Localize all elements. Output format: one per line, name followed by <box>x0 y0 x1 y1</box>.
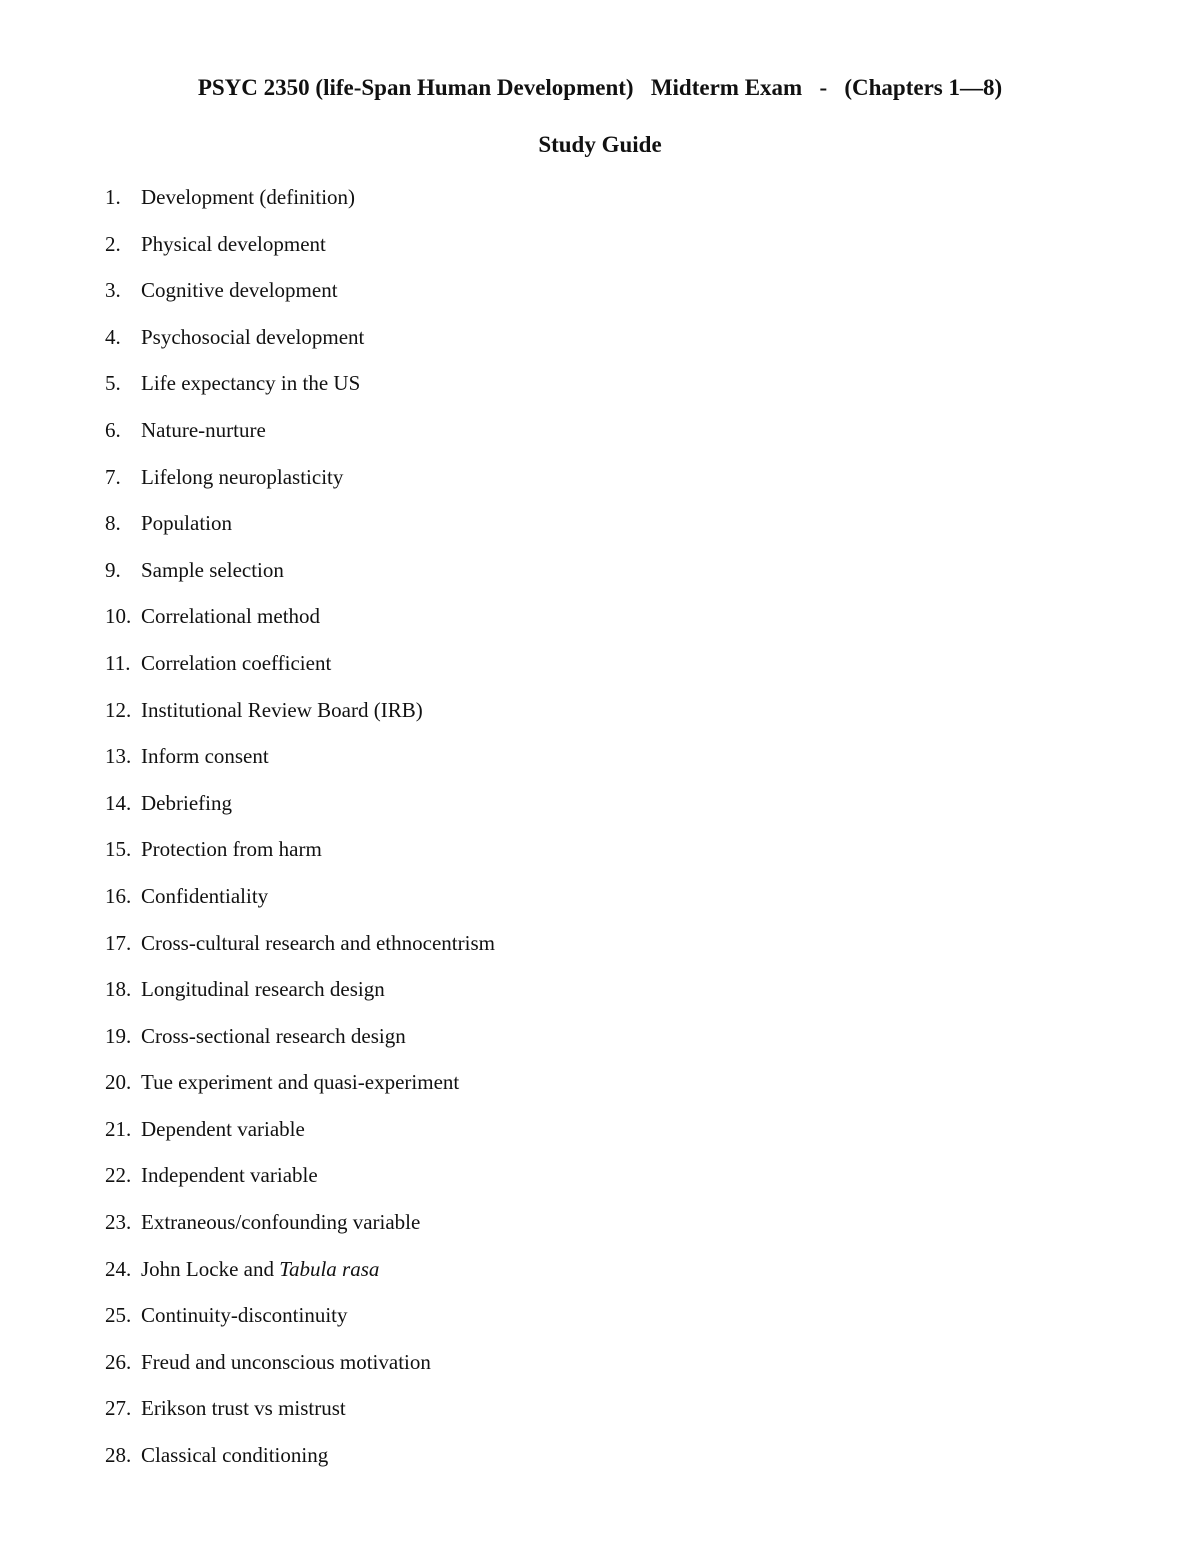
list-item-number: 5. <box>105 371 121 396</box>
list-item-text: Freud and unconscious motivation <box>141 1349 431 1374</box>
list-item-number: 7. <box>105 464 121 489</box>
list-item <box>105 179 495 226</box>
list-item-number: 11. <box>105 650 131 675</box>
list-item-text: Cross-cultural research and ethnocentrism <box>141 930 495 955</box>
list-item-text: Protection from harm <box>141 837 322 862</box>
list-item-text: Population <box>141 511 233 536</box>
list-item <box>105 692 495 739</box>
list-item-text: Lifelong neuroplasticity <box>141 464 344 489</box>
list-item-text: Dependent variable <box>141 1116 305 1141</box>
list-item-text: Independent variable <box>141 1163 318 1188</box>
list-item <box>105 412 495 459</box>
list-item <box>105 598 495 645</box>
list-item-number: 18. <box>105 977 132 1002</box>
list-item-text: Confidentiality <box>141 883 269 908</box>
list-item <box>105 925 495 972</box>
list-item-text: Psychosocial development <box>141 324 365 349</box>
list-item-number: 2. <box>105 231 121 256</box>
list-item <box>105 1204 495 1251</box>
list-item-text: Nature-nurture <box>141 417 266 442</box>
list-item <box>105 272 495 319</box>
list-item-text: Institutional Review Board (IRB) <box>141 697 423 722</box>
list-item-text: Life expectancy in the US <box>141 371 361 396</box>
list-item <box>105 319 495 366</box>
list-item-number: 14. <box>105 790 132 815</box>
list-item <box>105 459 495 506</box>
list-item <box>105 738 495 785</box>
list-item-number: 22. <box>105 1163 132 1188</box>
list-item-number: 27. <box>105 1396 132 1421</box>
list-item <box>105 1390 495 1437</box>
list-item-text: Tue experiment and quasi-experiment <box>141 1070 460 1095</box>
list-item-number: 24. <box>105 1256 132 1281</box>
list-item-number: 9. <box>105 557 121 582</box>
list-item-text: Inform consent <box>141 744 269 769</box>
list-item <box>105 1111 495 1158</box>
list-item-number: 20. <box>105 1070 132 1095</box>
list-item <box>105 1157 495 1204</box>
list-item <box>105 552 495 599</box>
list-item <box>105 1064 495 1111</box>
list-item-text: Debriefing <box>141 790 232 815</box>
list-item-italic-text: Tabula rasa <box>279 1256 380 1281</box>
list-item <box>105 505 495 552</box>
list-item-number: 6. <box>105 417 121 442</box>
list-item-number: 26. <box>105 1349 132 1374</box>
list-item-text: Cross-sectional research design <box>141 1023 406 1048</box>
list-item-number: 25. <box>105 1303 132 1328</box>
list-item-number: 15. <box>105 837 132 862</box>
list-item-number: 23. <box>105 1210 132 1235</box>
list-item-text: Development (definition) <box>141 185 356 209</box>
list-item-number: 21. <box>105 1116 132 1141</box>
list-item-text: John Locke and <box>141 1256 280 1281</box>
list-item-text: Correlational method <box>141 604 321 629</box>
list-item <box>105 785 495 832</box>
list-item <box>105 645 495 692</box>
page-title: PSYC 2350 (life-Span Human Development) Midterm Exam - (Chapters 1—8) <box>197 75 1003 100</box>
list-item-text: Erikson trust vs mistrust <box>141 1396 346 1421</box>
list-item-text: Longitudinal research design <box>141 977 385 1002</box>
page-subtitle: Study Guide <box>538 132 662 157</box>
list-item-number: 8. <box>105 511 121 536</box>
list-item <box>105 226 495 273</box>
list-item <box>105 365 495 412</box>
list-item-text: Sample selection <box>141 557 284 582</box>
list-item-text: Cognitive development <box>141 278 338 303</box>
list-item <box>105 831 495 878</box>
list-item-number: 19. <box>105 1023 132 1048</box>
list-item-number: 4. <box>105 324 121 349</box>
list-item-number: 13. <box>105 744 132 769</box>
list-item-number: 16. <box>105 883 132 908</box>
list-item-number: 3. <box>105 278 121 303</box>
list-item <box>105 1437 495 1484</box>
list-item-number: 1. <box>105 185 121 209</box>
list-item-number: 28. <box>105 1443 132 1468</box>
list-item <box>105 1018 495 1065</box>
list-item-number: 10. <box>105 604 132 629</box>
list-item-text: Continuity-discontinuity <box>141 1303 348 1328</box>
list-item <box>105 1297 495 1344</box>
list-item-text: Extraneous/confounding variable <box>141 1210 421 1235</box>
list-item-number: 17. <box>105 930 132 955</box>
study-guide-list <box>105 179 495 1484</box>
list-item-text: Physical development <box>141 231 326 256</box>
list-item <box>105 971 495 1018</box>
list-item <box>105 1344 495 1391</box>
list-item-text: Classical conditioning <box>141 1443 329 1468</box>
list-item <box>105 878 495 925</box>
list-item <box>105 1251 495 1298</box>
list-item-text: Correlation coefficient <box>141 650 332 675</box>
list-item-number: 12. <box>105 697 132 722</box>
